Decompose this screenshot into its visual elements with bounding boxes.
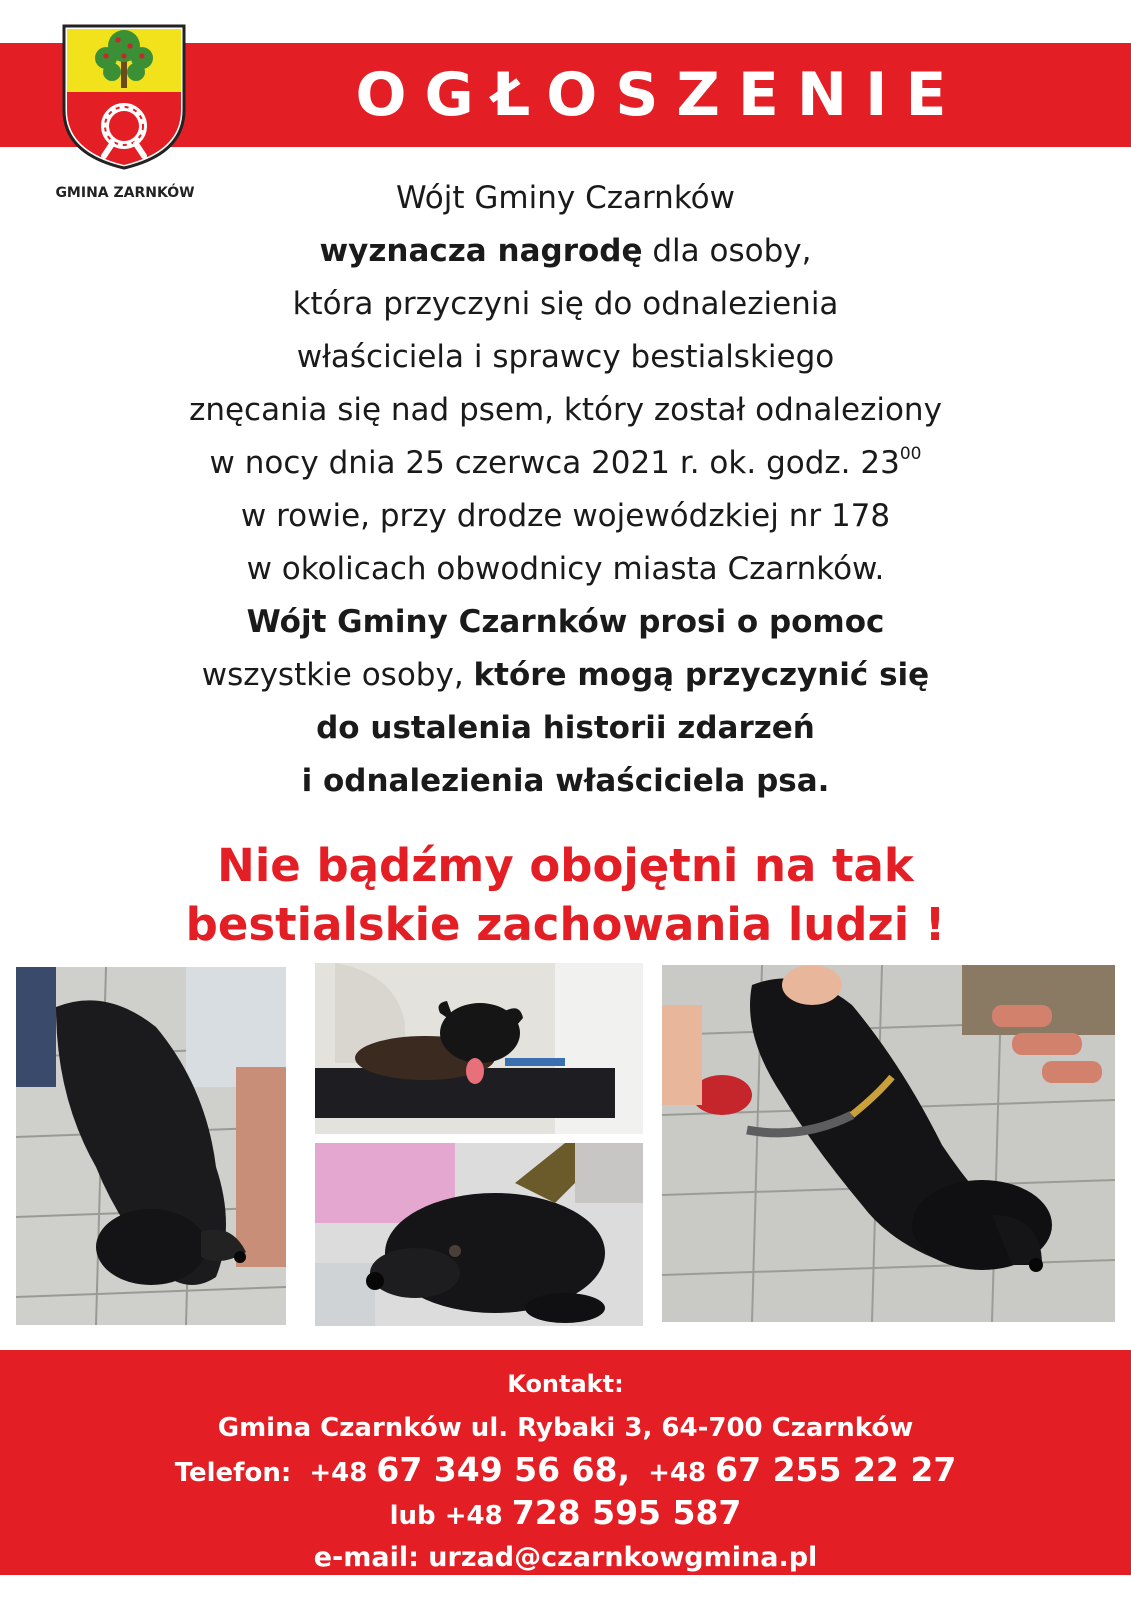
body-line-9: Wójt Gminy Czarnków prosi o pomoc <box>246 604 885 640</box>
phone-label: Telefon: <box>174 1458 292 1488</box>
page-title: OGŁOSZENIE <box>355 60 965 130</box>
contact-heading: Kontakt: <box>507 1370 624 1398</box>
dog-photo-closeup <box>315 1143 643 1326</box>
phone-3[interactable]: +48 728 595 587 <box>444 1493 742 1532</box>
body-line-10: wszystkie osoby, które mogą przyczynić się <box>201 657 930 693</box>
announcement-body <box>60 172 1071 808</box>
phone-2[interactable]: +48 67 255 22 27 <box>648 1450 957 1489</box>
reward-emphasis: wyznacza nagrodę <box>319 233 643 269</box>
body-line-2: wyznacza nagrodę dla osoby, <box>319 233 812 269</box>
body-line-5: znęcania się nad psem, który został odnaleziony <box>189 392 942 428</box>
body-line-11: do ustalenia historii zdarzeń <box>316 710 815 746</box>
contact-phone-line-2 <box>0 1493 1131 1536</box>
municipal-crest-icon <box>60 22 188 172</box>
body-line-12: i odnalezienia właściciela psa. <box>301 763 830 799</box>
body-line-4: właściciela i sprawcy bestialskiego <box>296 339 835 375</box>
contact-phone-line <box>0 1450 1131 1493</box>
appeal-line-1: Nie bądźmy obojętni na tak <box>217 839 914 892</box>
appeal-line-2: bestialskie zachowania ludzi ! <box>185 898 946 951</box>
time-superscript: 00 <box>899 444 922 464</box>
body-line-1: Wójt Gminy Czarnków <box>395 180 736 216</box>
dog-photo-pavement-right <box>662 965 1115 1322</box>
phone-1[interactable]: +48 67 349 56 68, <box>309 1450 631 1489</box>
body-line-7: w rowie, przy drodze wojewódzkiej nr 178 <box>240 498 891 534</box>
contact-address: Gmina Czarnków ul. Rybaki 3, 64-700 Czarnków <box>217 1413 914 1443</box>
body-line-6: w nocy dnia 25 czerwca 2021 r. ok. godz. $23^{00}$ <box>209 444 922 481</box>
municipality-name: GMINA ZARNKÓW <box>55 185 195 201</box>
contact-email[interactable]: e-mail: urzad@czarnkowgmina.pl <box>313 1542 818 1573</box>
contact-section <box>0 1362 1131 1580</box>
body-line-3: która przyczyni się do odnalezienia <box>292 286 839 322</box>
dog-photo-pavement-left <box>16 967 286 1325</box>
or-label: lub <box>389 1501 436 1531</box>
appeal-heading <box>40 836 1091 954</box>
dog-photo-vet-table <box>315 963 643 1134</box>
body-line-8: w okolicach obwodnicy miasta Czarnków. <box>246 551 885 587</box>
